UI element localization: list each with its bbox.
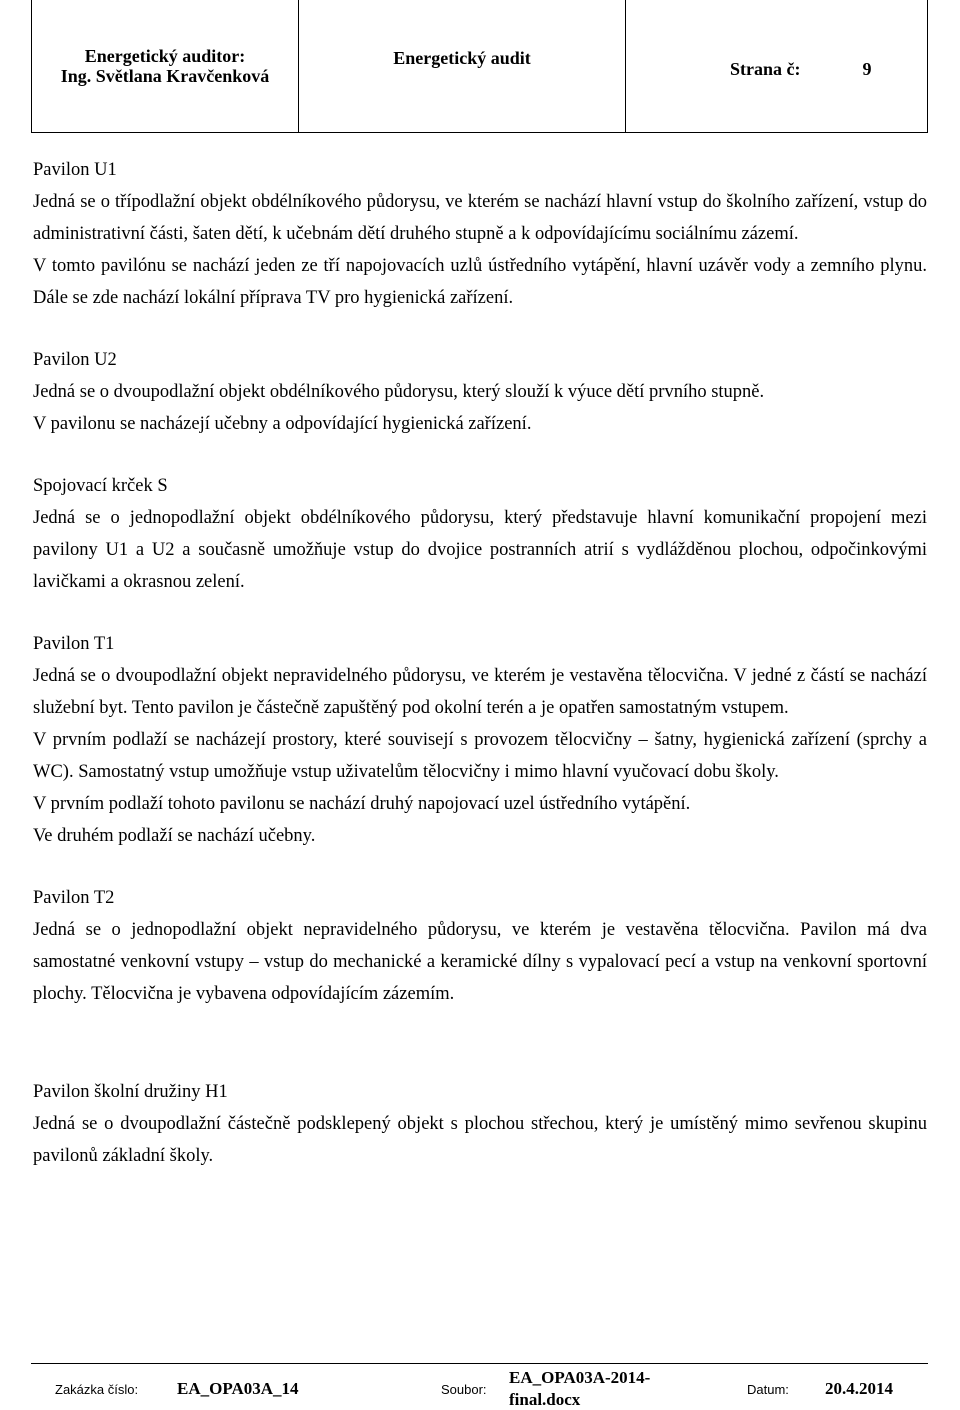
- order-label: Zakázka číslo:: [55, 1382, 139, 1397]
- section-pavilon-t2: [33, 882, 927, 1010]
- order-value: EA_OPA03A_14: [177, 1379, 299, 1398]
- section-spojovaci-krcek: [33, 470, 927, 598]
- section-title: Pavilon školní družiny H1: [33, 1082, 228, 1102]
- doc-title: Energetický audit: [393, 48, 531, 68]
- doc-title-cell: [299, 0, 626, 132]
- section-title: Pavilon U2: [33, 350, 117, 370]
- auditor-cell: [32, 0, 299, 132]
- page-number-cell: [626, 0, 927, 132]
- file-label: Soubor:: [441, 1382, 487, 1397]
- auditor-label: Energetický auditor:: [84, 46, 246, 66]
- section-pavilon-u2: [33, 344, 927, 440]
- section-title: Pavilon U1: [33, 160, 117, 180]
- paragraph: V pavilonu se nacházejí učebny a odpovídající hygienická zařízení.: [33, 414, 532, 434]
- auditor-name: Ing. Světlana Kravčenková: [60, 66, 270, 86]
- paragraph: Ve druhém podlaží se nachází učebny.: [33, 826, 316, 846]
- date-label: Datum:: [747, 1382, 789, 1397]
- section-pavilon-u1: [33, 154, 927, 314]
- file-value-line2: final.docx: [509, 1390, 581, 1409]
- paragraph: V prvním podlaží se nacházejí prostory, které souvisejí s provozem tělocvičny – šatny, hygienická zařízení (sprchy a WC). Samostatný vstup umožňuje vstup uživatelům tělocvičny i mimo hlavní vyučovací dobu školy.: [33, 730, 927, 782]
- file-value-line1: EA_OPA03A-2014-: [509, 1368, 651, 1387]
- section-pavilon-h1: [33, 1076, 927, 1172]
- paragraph: V tomto pavilónu se nachází jeden ze tří napojovacích uzlů ústředního vytápění, hlavní uzávěr vody a zemního plynu. Dále se zde nachází lokální příprava TV pro hygienická zařízení.: [33, 256, 927, 308]
- document-body: [33, 154, 927, 1202]
- section-title: Pavilon T2: [33, 888, 115, 908]
- page-label: Strana č:: [730, 59, 801, 79]
- paragraph: Jedná se o dvoupodlažní částečně podsklepený objekt s plochou střechou, který je umístěný mimo sevřenou skupinu pavilonů základní školy.: [33, 1114, 927, 1166]
- paragraph: Jedná se o dvoupodlažní objekt obdélníkového půdorysu, který slouží k výuce dětí prvního stupně.: [33, 382, 765, 402]
- page-header: [31, 0, 928, 133]
- paragraph: V prvním podlaží tohoto pavilonu se nachází druhý napojovací uzel ústředního vytápění.: [33, 794, 691, 814]
- section-title: Pavilon T1: [33, 634, 115, 654]
- paragraph: Jedná se o dvoupodlažní objekt nepravidelného půdorysu, ve kterém je vestavěna tělocvična. V jedné z částí se nachází služební byt. Tento pavilon je částečně zapuštěný pod okolní terén a je opatřen samostatným vstupem.: [33, 666, 927, 718]
- section-title: Spojovací krček S: [33, 476, 168, 496]
- paragraph: Jedná se o třípodlažní objekt obdélníkového půdorysu, ve kterém se nachází hlavní vstup do školního zařízení, vstup do administrativní části, šaten dětí, k učebnám dětí druhého stupně a k odpovídajícímu sociálnímu zázemí.: [33, 192, 927, 244]
- paragraph: Jedná se o jednopodlažní objekt nepravidelného půdorysu, ve kterém je vestavěna tělocvična. Pavilon má dva samostatné venkovní vstupy – vstup do mechanické a keramické dílny s vypalovací pecí a vstup na venkovní sportovní plochy. Tělocvična je vybavena odpovídajícím zázemím.: [33, 920, 927, 1004]
- page-footer: [31, 1363, 928, 1410]
- date-value: 20.4.2014: [825, 1379, 893, 1398]
- paragraph: Jedná se o jednopodlažní objekt obdélníkového půdorysu, který představuje hlavní komunikační propojení mezi pavilony U1 a U2 a současně umožňuje vstup do dvojice postranních atrií s vydlážděnou plochou, odpočinkovými lavičkami a okrasnou zelení.: [33, 508, 927, 592]
- section-pavilon-t1: [33, 628, 927, 852]
- page-number: 9: [862, 59, 872, 79]
